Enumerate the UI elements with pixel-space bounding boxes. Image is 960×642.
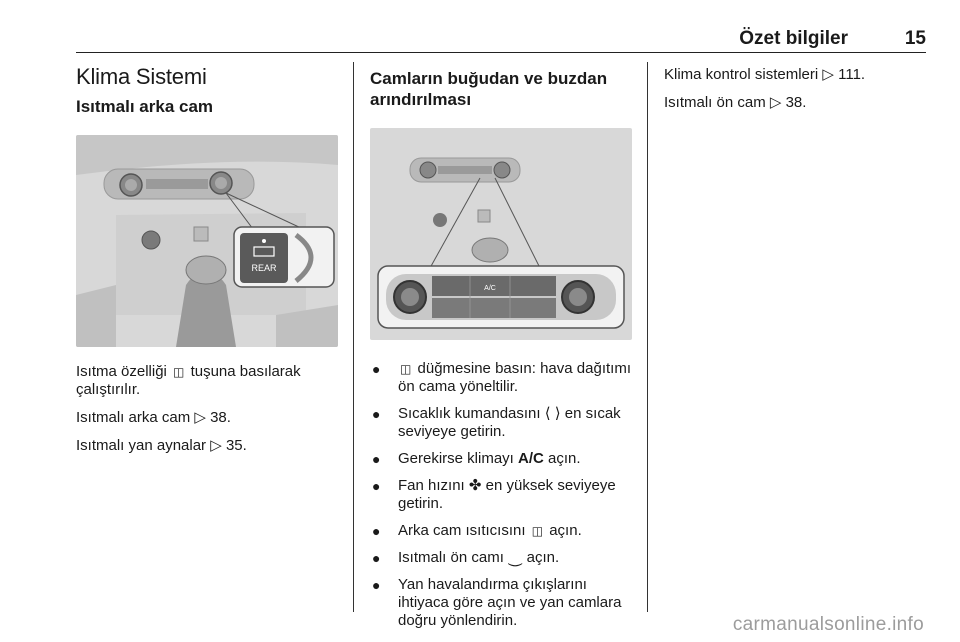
rear-window-heater-illustration (76, 135, 338, 347)
paragraph: Klima kontrol sistemleri ▷ 111. (664, 66, 866, 83)
watermark: carmanualsonline.info (732, 614, 924, 635)
console-drawing (76, 135, 338, 347)
defrost-air-icon: ◫ (400, 362, 412, 376)
page-ref-icon: ▷ (822, 66, 834, 83)
list-item: ● ◫ düğmesine basın: hava dağıtımı ön cama yöneltilir. (372, 360, 631, 395)
section-title: Özet bilgiler (739, 28, 848, 49)
climate-panel-illustration (370, 128, 632, 340)
column-divider (647, 62, 648, 612)
paragraph: Isıtmalı ön cam ▷ 38. (664, 94, 807, 111)
fan-icon: ✤ (468, 477, 482, 494)
column-middle (370, 62, 634, 639)
rear-defrost-icon: ◫ (531, 524, 544, 538)
paragraph: Isıtmalı yan aynalar ▷ 35. (76, 437, 247, 454)
climate-panel-drawing (370, 128, 632, 340)
column-divider (353, 62, 354, 612)
list-item: ● Isıtmalı ön camı ⏝ açın. (372, 549, 560, 566)
paragraph: Isıtma özelliği ◫ tuşuna basılarak çalıştırılır. (76, 363, 301, 398)
page-header (76, 26, 926, 53)
list-item: ● Gerekirse klimayı A/C açın. (372, 450, 581, 467)
column-right (664, 62, 926, 122)
page-number: 15 (904, 28, 926, 49)
list-item: ● Sıcaklık kumandasını ⟨ ⟩ en sıcak seviyeye getirin. (372, 405, 621, 440)
column-left (76, 62, 340, 465)
page-ref-icon: ▷ (210, 437, 222, 454)
list-item: ● Yan havalandırma çıkışlarını ihtiyaca göre açın ve yan camlara doğru yönlendirin. (372, 576, 622, 629)
paragraph: Isıtmalı arka cam ▷ 38. (76, 409, 231, 426)
front-defrost-icon: ⏝ (508, 549, 523, 566)
ac-label: A/C (484, 285, 496, 292)
subsection-heading: Camların buğudan ve buzdan arındırılması (370, 69, 608, 109)
list-item: ● Arka cam ısıtıcısını ◫ açın. (372, 522, 582, 539)
page-ref-icon: ▷ (194, 409, 206, 426)
rear-defrost-icon: ◫ (173, 365, 185, 379)
subsection-heading: Isıtmalı arka cam (76, 97, 214, 116)
defrost-steps-list (370, 360, 634, 630)
temperature-dial-icon: ⟨ ⟩ (544, 405, 561, 422)
section-heading: Klima Sistemi (76, 64, 207, 89)
list-item: ● Fan hızını ✤ en yüksek seviyeye getirin. (372, 477, 616, 512)
page-ref-icon: ▷ (769, 94, 782, 111)
rear-label: REAR (251, 263, 277, 273)
